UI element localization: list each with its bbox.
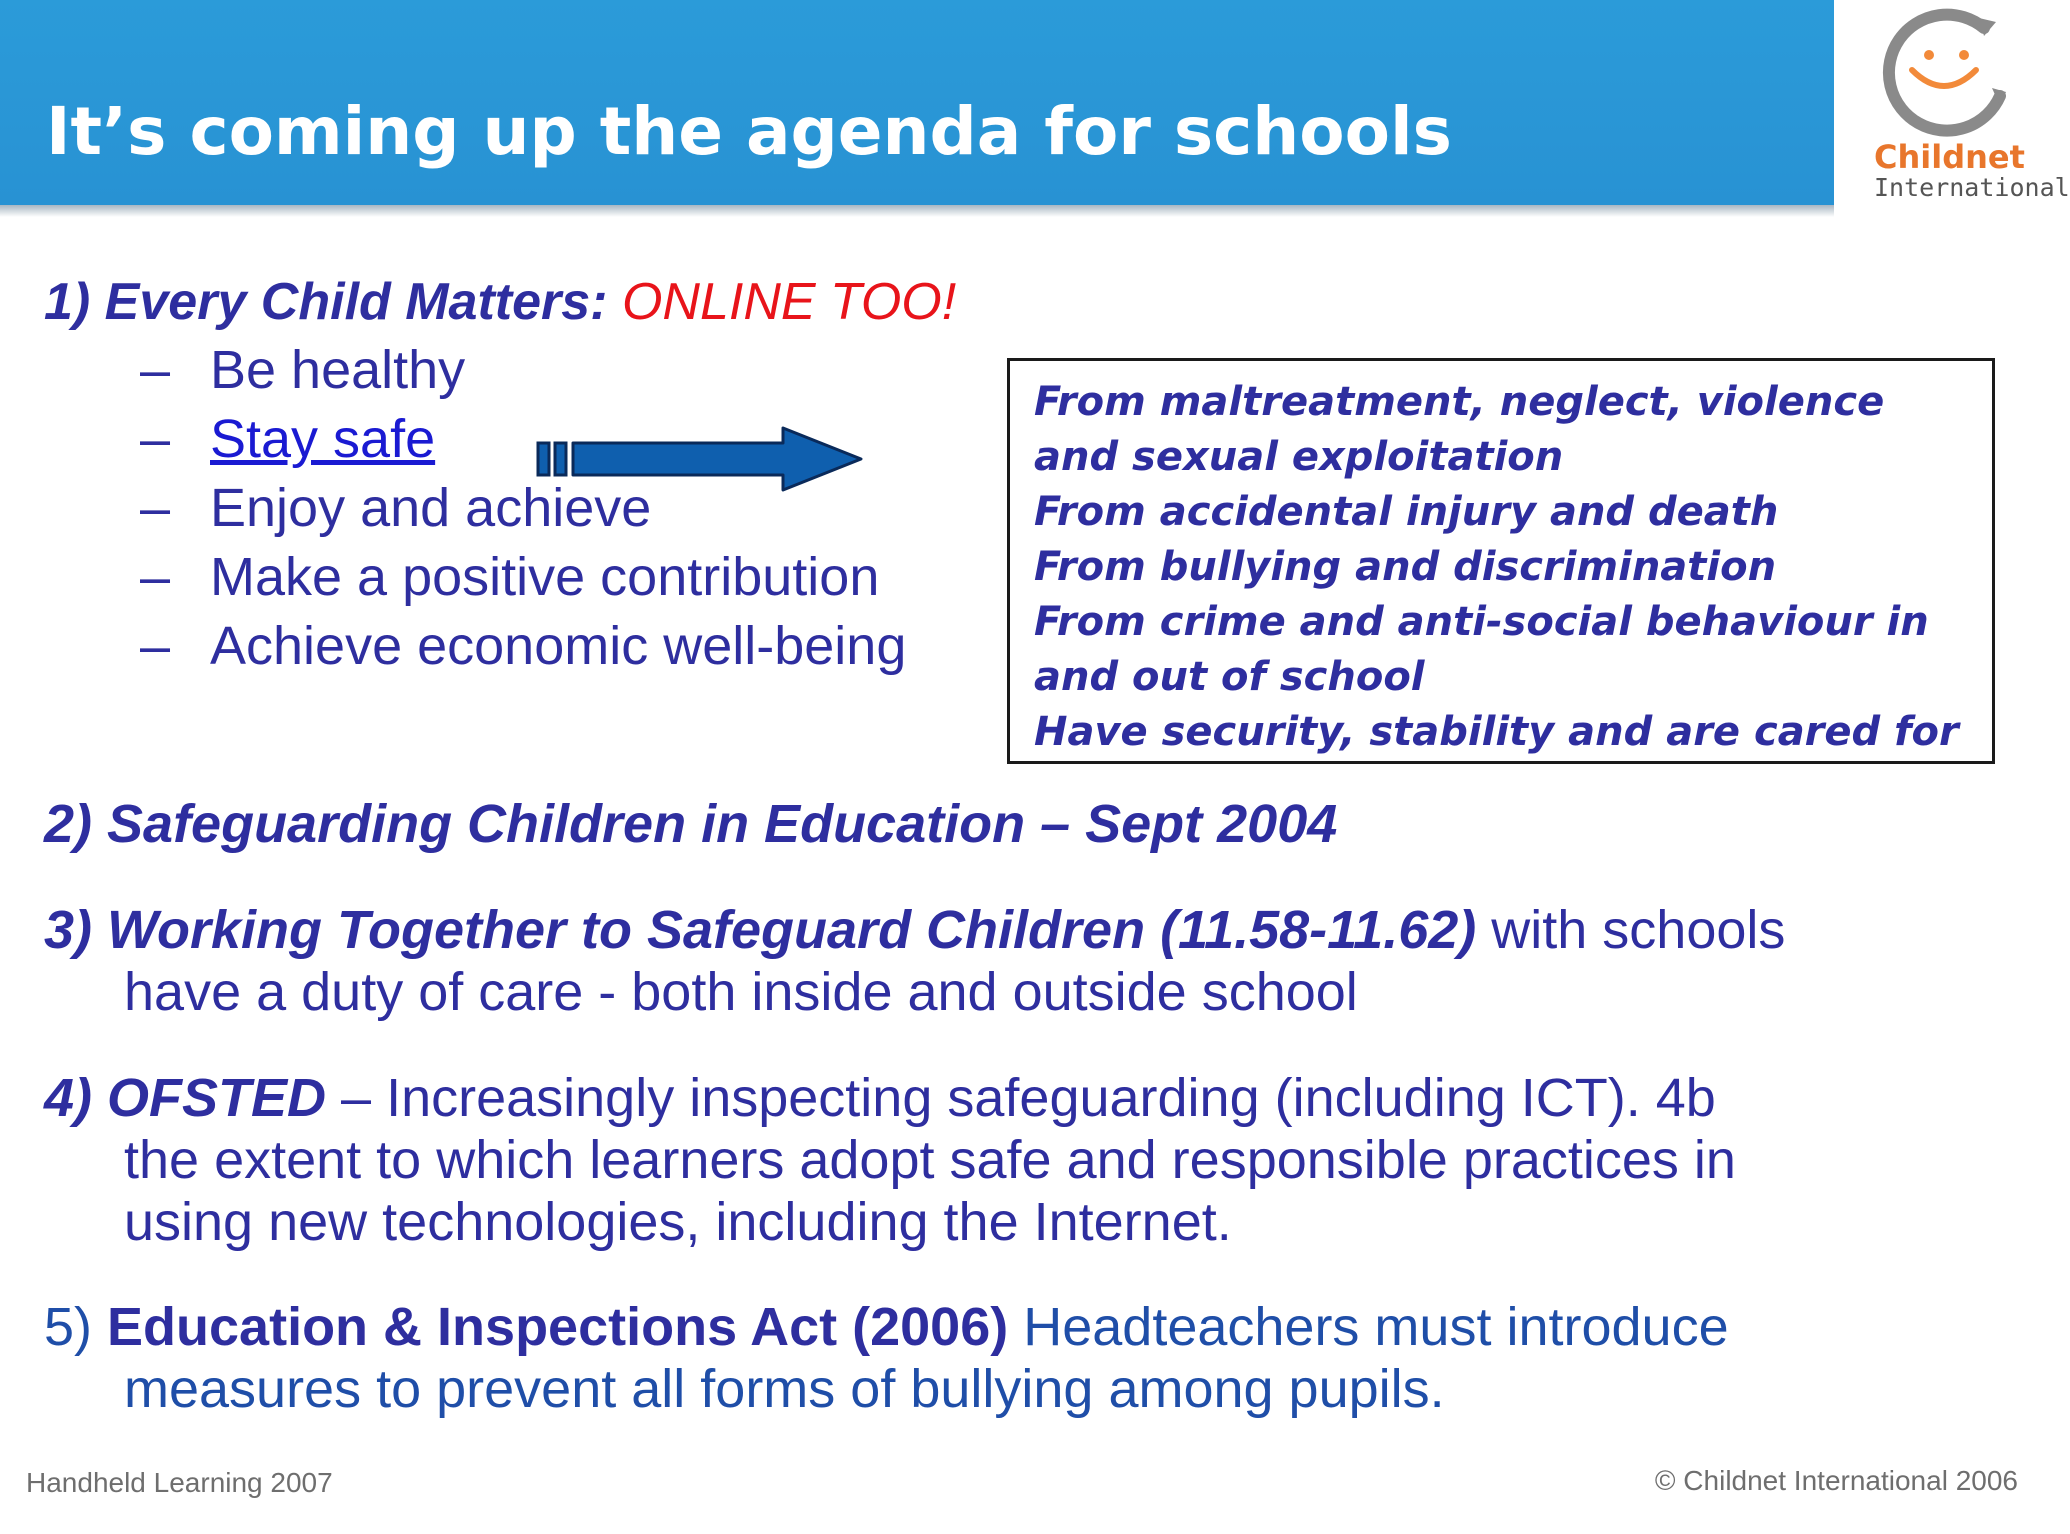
box-line: and out of school (1034, 654, 1425, 700)
section-3-paragraph (44, 899, 1785, 1023)
logo-wordmark: Childnet (1874, 138, 2025, 176)
bullet-label: Enjoy and achieve (210, 478, 652, 538)
smiley-ring-icon (1834, 0, 2048, 140)
box-line: From accidental injury and death (1034, 489, 1779, 535)
list-item (140, 336, 906, 405)
section-1-heading (44, 268, 956, 336)
childnet-logo (1834, 0, 2070, 210)
section-5-rest: Headteachers must introduce (1008, 1297, 1729, 1357)
list-item (140, 543, 906, 612)
every-child-matters-list (140, 336, 906, 681)
logo-subtitle: International (1874, 173, 2070, 202)
section-3-bold: 3) Working Together to Safeguard Children (11.58-11.62) (44, 900, 1477, 960)
box-line: From maltreatment, neglect, violence (1034, 379, 1885, 425)
section-5-continuation: measures to prevent all forms of bullying among pupils. (124, 1359, 1445, 1419)
dash-icon: – (140, 616, 171, 676)
bullet-label: Be healthy (210, 340, 466, 400)
list-item (140, 612, 906, 681)
dash-icon: – (140, 409, 171, 469)
section-5-bold: Education & Inspections Act (2006) (107, 1297, 1009, 1357)
slide-title: It’s coming up the agenda for schools (46, 93, 1452, 170)
box-line: Have security, stability and are cared for (1034, 709, 1959, 755)
bullet-label: Achieve economic well-being (210, 616, 907, 676)
dash-icon: – (140, 478, 171, 538)
section-4-paragraph (44, 1067, 1736, 1253)
box-line: and sexual exploitation (1034, 434, 1564, 480)
dash-icon: – (140, 547, 171, 607)
footer-left: Handheld Learning 2007 (26, 1467, 333, 1498)
stay-safe-link[interactable]: Stay safe (210, 409, 436, 469)
header-shadow (0, 205, 1834, 217)
section-4-continuation-1: the extent to which learners adopt safe and responsible practices in (124, 1130, 1736, 1190)
section-2-heading: 2) Safeguarding Children in Education – Sept 2004 (44, 794, 1338, 854)
right-arrow-icon (535, 425, 865, 495)
section-4-continuation-2: using new technologies, including the Internet. (124, 1192, 1232, 1252)
stay-safe-details-box (1007, 358, 1995, 764)
section-5-paragraph (44, 1296, 1729, 1420)
dash-icon: – (140, 340, 171, 400)
footer-right: © Childnet International 2006 (1654, 1465, 2018, 1496)
online-too-highlight: ONLINE TOO! (621, 273, 957, 331)
box-line: From bullying and discrimination (1034, 544, 1777, 590)
bullet-label: Make a positive contribution (210, 547, 880, 607)
section-1-prefix: 1) Every Child Matters: (44, 273, 622, 331)
section-4-rest: – Increasingly inspecting safeguarding (including ICT). 4b (326, 1068, 1716, 1128)
section-5-number: 5) (44, 1297, 108, 1357)
section-3-continuation: have a duty of care - both inside and outside school (124, 962, 1358, 1022)
section-3-rest: with schools (1476, 900, 1786, 960)
box-line: From crime and anti-social behaviour in (1034, 599, 1929, 645)
section-4-bold: 4) OFSTED (44, 1068, 327, 1128)
